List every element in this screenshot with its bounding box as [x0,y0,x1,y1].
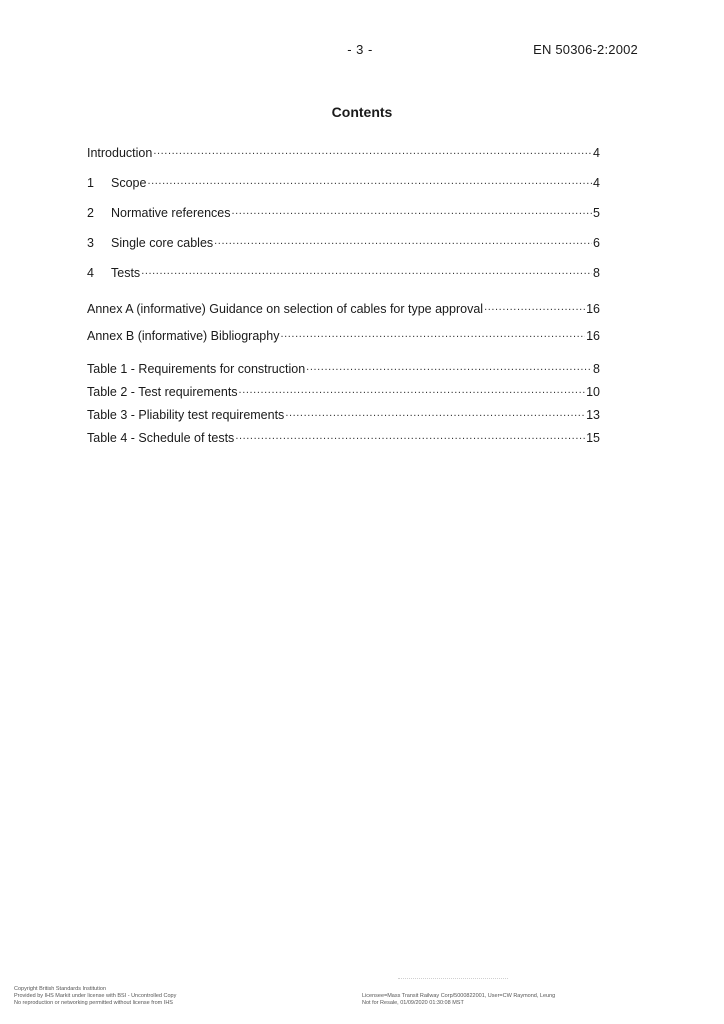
toc-leader [232,205,593,217]
toc-entry-page: 5 [593,206,600,220]
toc-leader [280,328,585,340]
toc-entry-page: 8 [593,362,600,376]
toc-entry-page: 10 [586,385,600,399]
toc-entry-page: 16 [586,329,600,343]
toc-entry-number: 4 [87,266,94,280]
toc-entry-page: 13 [586,408,600,422]
toc-leader [235,430,585,442]
toc-entry-number: 1 [87,176,94,190]
toc-entry-text: Annex A (informative) Guidance on selection of cables for type approval [87,302,484,316]
toc-entry-text: Table 4 - Schedule of tests [87,431,235,445]
toc-leader [153,145,592,157]
toc-entry-text: Table 2 - Test requirements [87,385,238,399]
toc-leader [141,265,592,277]
toc-title: Contents [331,104,393,120]
footer-line: No reproduction or networking permitted without license from IHS [14,1000,173,1006]
divider [398,978,508,980]
toc-leader [147,175,592,187]
toc-leader [214,235,592,247]
toc-entry-normative-references[interactable] [87,205,600,221]
toc-entry-page: 15 [586,431,600,445]
toc-entry-annex-b[interactable] [87,328,600,344]
toc-entry-tests[interactable] [87,265,600,281]
toc-entry-page: 6 [593,236,600,250]
footer-line: Copyright British Standards Institution [14,986,107,992]
toc-entry-page: 8 [593,266,600,280]
toc-entry-text: Table 3 - Pliability test requirements [87,408,285,422]
toc-entry-annex-a[interactable] [87,301,600,317]
document-id: EN 50306-2:2002 [533,42,638,57]
toc-entry-table-3[interactable] [87,407,600,423]
footer-license [362,993,555,1007]
toc-entry-page: 16 [586,302,600,316]
toc-entry-number: 2 [87,206,94,220]
footer-copyright [14,986,176,1007]
footer-line: Licensee=Mass Transit Railway Corp/5000822001, User=CW Raymond, Leung [362,993,556,999]
toc-entry-number: 3 [87,236,94,250]
toc-leader [306,361,592,373]
toc-entry-text: Table 1 - Requirements for construction [87,362,306,376]
toc-entry-text: Normative references [111,206,231,220]
toc-leader [285,407,585,419]
toc-entry-single-core-cables[interactable] [87,235,600,251]
toc-entry-text: Single core cables [111,236,214,250]
toc-entry-scope[interactable] [87,175,600,191]
toc-entry-text: Introduction [87,146,153,160]
page-number: - 3 - [347,42,373,57]
toc-entry-table-4[interactable] [87,430,600,446]
toc-entry-page: 4 [593,146,600,160]
footer-line: Not for Resale, 01/09/2020 01:30:08 MST [362,1000,464,1006]
toc-entry-introduction[interactable] [87,145,600,161]
toc-entry-table-2[interactable] [87,384,600,400]
toc-entry-text: Tests [111,266,141,280]
toc-leader [239,384,586,396]
toc-entry-table-1[interactable] [87,361,600,377]
toc-leader [484,301,585,313]
toc-entry-text: Annex B (informative) Bibliography [87,329,280,343]
footer-line: Provided by IHS Markit under license with BSI - Uncontrolled Copy [14,993,177,999]
toc-entry-text: Scope [111,176,147,190]
toc-entry-page: 4 [593,176,600,190]
